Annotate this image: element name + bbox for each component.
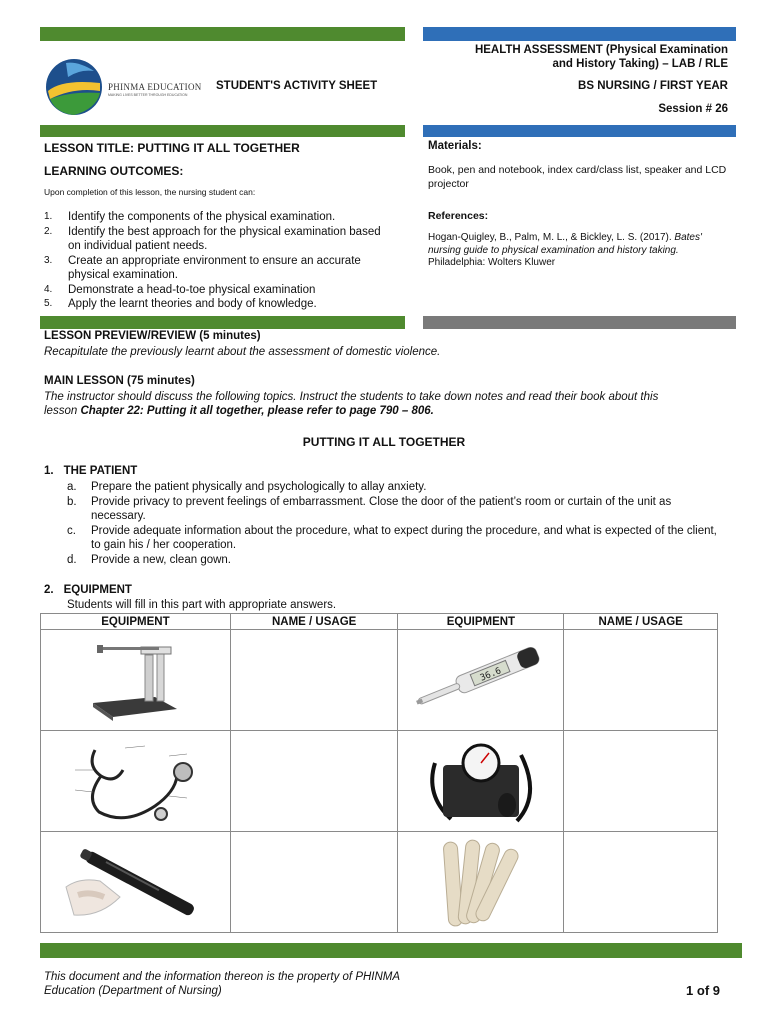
table-row xyxy=(41,731,718,832)
objective-item: 2. Identify the best approach for the physical examination based on individual patient needs. xyxy=(44,225,381,252)
page-number: 1 of 9 xyxy=(686,983,720,998)
penlight-image xyxy=(41,832,231,933)
thermometer-display: 36.6 xyxy=(478,666,503,684)
preview-heading: LESSON PREVIEW/REVIEW (5 minutes) xyxy=(44,330,261,342)
footer-disclaimer: This document and the information thereon is the property of PHINMA Education (Department of Nursing) xyxy=(44,971,401,997)
footer-bar xyxy=(40,943,742,958)
objectives-list xyxy=(42,210,392,312)
name-usage-cell[interactable] xyxy=(564,731,718,832)
logo-text: PHINMA EDUCATION xyxy=(108,82,202,92)
program: BS NURSING / FIRST YEAR xyxy=(578,80,728,92)
objective-item: 4. Demonstrate a head-to-toe physical examination xyxy=(44,283,316,296)
references-heading: References: xyxy=(428,210,489,222)
preview-bar xyxy=(40,316,405,329)
name-usage-cell[interactable] xyxy=(230,630,398,731)
column-header: EQUIPMENT xyxy=(398,614,564,630)
name-usage-cell[interactable] xyxy=(564,832,718,933)
lesson-bar xyxy=(40,125,405,137)
list-item: d. Provide a new, clean gown. xyxy=(67,553,232,566)
preview-text: Recapitulate the previously learnt about the assessment of domestic violence. xyxy=(44,346,441,358)
list-item: c. Provide adequate information about the procedure, what to expect during the procedure, and what is expected of the client, to gain his / her cooperation. xyxy=(67,524,717,551)
materials-bar xyxy=(423,125,736,137)
objective-item: 5. Apply the learnt theories and body of knowledge. xyxy=(44,298,317,310)
sheet-title: STUDENT'S ACTIVITY SHEET xyxy=(216,80,378,92)
main-lesson-text: The instructor should discuss the following topics. Instruct the students to take down notes and read their book about this lesson Chapter 22: Putting it all together, please refer to page 790 – 806. xyxy=(44,391,659,417)
list-item: a. Prepare the patient physically and psychologically to allay anxiety. xyxy=(67,481,427,493)
column-header: EQUIPMENT xyxy=(41,614,231,630)
equipment-table xyxy=(40,613,718,933)
objective-item: 3. Create an appropriate environment to ensure an accurate physical examination. xyxy=(44,254,361,281)
course-title-line1: HEALTH ASSESSMENT (Physical Examination xyxy=(474,44,728,56)
table-row xyxy=(41,630,718,731)
section-title: PUTTING IT ALL TOGETHER xyxy=(302,435,466,449)
stethoscope-image xyxy=(41,731,231,832)
lesson-title: LESSON TITLE: PUTTING IT ALL TOGETHER xyxy=(44,141,300,155)
column-header: NAME / USAGE xyxy=(230,614,398,630)
column-header: NAME / USAGE xyxy=(564,614,718,630)
phinma-logo xyxy=(44,57,104,117)
materials-heading: Materials: xyxy=(428,140,482,152)
thermometer-image xyxy=(398,630,564,731)
objective-item: 1. Identify the components of the physical examination. xyxy=(44,211,336,223)
list-item: b. Provide privacy to prevent feelings of embarrassment. Close the door of the patient’s room or curtain of the unit as necessary. xyxy=(67,495,672,522)
name-usage-cell[interactable] xyxy=(564,630,718,731)
header-bar-right xyxy=(423,27,736,41)
sphygmomanometer-image xyxy=(398,731,564,832)
weighing-scale-image xyxy=(41,630,231,731)
reference-entry xyxy=(428,232,728,270)
learning-outcomes-heading: LEARNING OUTCOMES: xyxy=(44,164,184,178)
table-header-row xyxy=(41,614,718,630)
preview-bar-right xyxy=(423,316,736,329)
reference-authors: Hogan-Quigley, B., Palm, M. L., & Bickley, L. S. (2017). xyxy=(428,232,672,243)
reference-title: Bates' nursing guide to physical examination and history taking. xyxy=(428,232,702,256)
logo-tagline: MAKING LIVES BETTER THROUGH EDUCATION xyxy=(108,93,188,97)
name-usage-cell[interactable] xyxy=(230,731,398,832)
tongue-depressor-image xyxy=(398,832,564,933)
session-number: Session # 26 xyxy=(658,103,728,115)
materials-text: Book, pen and notebook, index card/class list, speaker and LCD projector xyxy=(428,164,727,190)
equipment-heading: 2. EQUIPMENT xyxy=(44,584,132,596)
table-row xyxy=(41,832,718,933)
reference-publisher: Philadelphia: Wolters Kluwer xyxy=(428,257,556,268)
outcomes-intro: Upon completion of this lesson, the nursing student can: xyxy=(44,187,256,197)
main-lesson-heading: MAIN LESSON (75 minutes) xyxy=(44,375,195,387)
patient-list xyxy=(67,480,722,567)
course-title-line2: and History Taking) – LAB / RLE xyxy=(552,58,728,70)
course-title xyxy=(398,43,728,71)
header-bar-left xyxy=(40,27,405,41)
patient-heading: 1. THE PATIENT xyxy=(44,465,138,477)
name-usage-cell[interactable] xyxy=(230,832,398,933)
equipment-instruction: Students will fill in this part with appropriate answers. xyxy=(67,599,337,611)
